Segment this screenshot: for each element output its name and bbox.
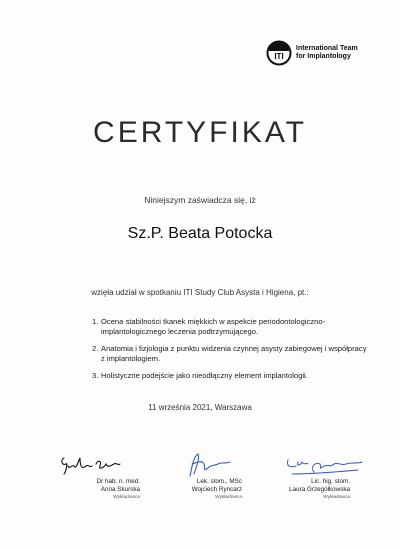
signer-name: Anna Skurska xyxy=(100,486,140,493)
signer-role: Wykładowca xyxy=(323,495,350,500)
topic-item xyxy=(92,371,372,381)
signature-block-skurska xyxy=(30,452,140,502)
logo-org-line2: for Implantology xyxy=(296,53,351,60)
date-place: 11 września 2021, Warszawa xyxy=(148,403,252,412)
iti-logo xyxy=(266,40,358,66)
signature-block-grzegolkowska xyxy=(240,452,350,502)
signer-role: Wykładowca xyxy=(215,495,242,500)
topic-number: 3. xyxy=(92,371,99,380)
signer-title: Lek. stom., MSc xyxy=(196,478,242,485)
signer-role: Wykładowca xyxy=(113,495,140,500)
handwritten-signature xyxy=(30,452,140,478)
signer-title: Lic. hig. stom. xyxy=(311,478,350,485)
topic-item xyxy=(92,344,372,364)
signer-title: Dr hab. n. med. xyxy=(96,478,140,485)
handwritten-signature xyxy=(132,452,242,478)
certificate-title: CERTYFIKAT xyxy=(93,116,307,149)
participation-text: wzięła udział w spotkaniu ITI Study Club Asysta i Higiena, pt.: xyxy=(91,288,309,297)
iti-logo-icon xyxy=(266,40,292,66)
signature-block-ryncarz xyxy=(132,452,242,502)
handwritten-signature xyxy=(240,452,365,478)
recipient-name: Sz.P. Beata Potocka xyxy=(127,225,273,242)
topic-item xyxy=(92,317,372,337)
topic-number: 1. xyxy=(92,317,99,326)
svg-text:ITI: ITI xyxy=(274,52,284,61)
topic-number: 2. xyxy=(92,344,99,353)
signer-name: Laura Grzegółkowska xyxy=(289,486,350,493)
topic-text: Holistyczne podejście jako nieodłączny element implantologii. xyxy=(101,371,308,380)
signer-name: Wojciech Ryncarz xyxy=(191,486,242,493)
topic-text: Anatomia i fizjologia z punktu widzenia czynnej asysty zabiegowej i współpracy z implantologiem. xyxy=(101,344,367,363)
logo-text xyxy=(296,45,358,62)
topics-list xyxy=(92,317,372,388)
logo-org-line1: International Team xyxy=(296,44,358,52)
intro-text: Niniejszym zaświadcza się, iż xyxy=(144,195,256,205)
topic-text: Ocena stabilności tkanek miękkich w aspekcie periodontologiczno-implantologicznego leczenia podtrzymującego. xyxy=(101,317,326,336)
